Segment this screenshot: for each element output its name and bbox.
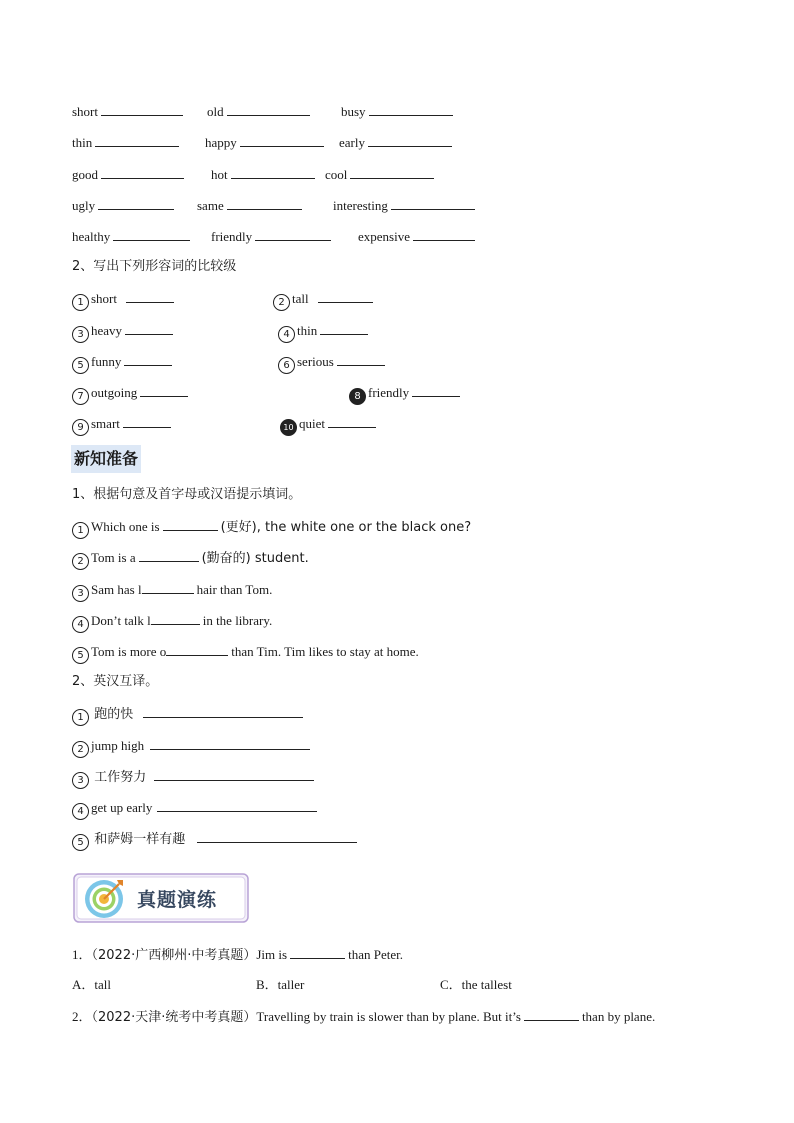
- translate-item: [72, 736, 310, 754]
- adjective-word: friendly: [211, 229, 253, 244]
- translate-item: [72, 767, 314, 785]
- adjective-item: [358, 227, 475, 246]
- answer-blank[interactable]: [151, 611, 200, 625]
- answer-blank[interactable]: [240, 133, 324, 147]
- item-word: short: [91, 291, 117, 306]
- answer-blank[interactable]: [368, 133, 452, 147]
- adjective-word: early: [339, 135, 365, 150]
- option-a[interactable]: A．tall: [72, 977, 111, 992]
- item-word: tall: [292, 291, 309, 306]
- adjective-word: good: [72, 167, 98, 182]
- adjective-item: [325, 165, 434, 184]
- comparative-item: [72, 321, 173, 343]
- answer-blank[interactable]: [157, 798, 317, 812]
- comparative-row: [0, 383, 794, 401]
- item-number: 2: [72, 553, 89, 570]
- comparative-row: [0, 321, 794, 339]
- item-number: 4: [278, 326, 295, 343]
- item-word: serious: [297, 354, 334, 369]
- answer-blank[interactable]: [290, 945, 345, 959]
- answer-blank[interactable]: [154, 767, 314, 781]
- item-number: 3: [72, 326, 89, 343]
- item-word: quiet: [299, 416, 325, 431]
- item-number: 6: [278, 357, 295, 374]
- answer-blank[interactable]: [524, 1007, 579, 1021]
- adjective-row: [0, 102, 794, 120]
- answer-blank[interactable]: [255, 227, 331, 241]
- item-number: 1: [72, 522, 89, 539]
- exam-options: [0, 976, 794, 994]
- fill-item: [72, 611, 272, 629]
- adjective-item: [211, 227, 331, 246]
- adjective-item: [339, 133, 452, 152]
- comparative-item: [278, 321, 368, 343]
- answer-blank[interactable]: [140, 383, 188, 397]
- answer-blank[interactable]: [142, 580, 194, 594]
- answer-blank[interactable]: [166, 642, 228, 656]
- adjective-row: [0, 133, 794, 151]
- adjective-word: thin: [72, 135, 93, 150]
- question-text: Travelling by train is slower than by plane. But it’s: [256, 1009, 521, 1024]
- fill-instruction: 1、根据句意及首字母或汉语提示填词。: [72, 487, 302, 502]
- answer-blank[interactable]: [337, 352, 385, 366]
- fill-item: [72, 580, 272, 598]
- comparative-row: [0, 289, 794, 307]
- adjective-word: busy: [341, 104, 366, 119]
- fill-item: [72, 517, 471, 535]
- question-text-end: than by plane.: [581, 1009, 656, 1024]
- answer-blank[interactable]: [320, 321, 368, 335]
- comparative-item: [72, 383, 188, 405]
- translate-item: [72, 798, 317, 816]
- adjective-word: healthy: [72, 229, 111, 244]
- comparative-item: [72, 289, 174, 311]
- item-word: friendly: [368, 385, 410, 400]
- adjective-word: interesting: [333, 198, 388, 213]
- comparative-item: [72, 352, 172, 374]
- item-word: heavy: [91, 323, 123, 338]
- option-b[interactable]: B．taller: [256, 977, 305, 992]
- fill-item: [72, 642, 419, 660]
- answer-blank[interactable]: [113, 227, 190, 241]
- adjective-word: cool: [325, 167, 348, 182]
- adjective-item: [341, 102, 453, 121]
- question-text: Jim is: [256, 947, 288, 962]
- answer-blank[interactable]: [124, 352, 172, 366]
- sentence-end: (更好), the white one or the black one?: [220, 520, 472, 535]
- translate-item: [72, 704, 303, 722]
- sentence-start: Don’t talk l: [91, 613, 151, 628]
- comparative-item: [280, 414, 376, 436]
- item-number: 3: [72, 585, 89, 602]
- answer-blank[interactable]: [126, 289, 174, 303]
- comparative-instruction: 2、写出下列形容词的比较级: [72, 259, 237, 274]
- item-number: 2: [72, 741, 89, 758]
- option-c[interactable]: C．the tallest: [440, 977, 512, 992]
- item-number: 5: [72, 647, 89, 664]
- adjective-word: happy: [205, 135, 237, 150]
- answer-blank[interactable]: [98, 196, 174, 210]
- comparative-item: [72, 414, 171, 436]
- answer-blank[interactable]: [143, 704, 303, 718]
- question-source: （2022·广西柳州·中考真题）: [91, 948, 257, 963]
- item-number: 1: [72, 709, 89, 726]
- translate-instruction: 2、英汉互译。: [72, 674, 159, 689]
- adjective-item: [72, 133, 179, 152]
- adjective-word: old: [207, 104, 224, 119]
- translate-text: 工作努力: [94, 770, 147, 785]
- item-word: outgoing: [91, 385, 138, 400]
- question-source: （2022·天津·统考中考真题）: [91, 1010, 257, 1025]
- comparative-row: [0, 414, 794, 432]
- adjective-word: hot: [211, 167, 228, 182]
- adjective-item: [72, 196, 174, 215]
- sentence-start: Tom is more o: [91, 644, 167, 659]
- translate-text: jump high: [91, 738, 145, 753]
- item-number: 4: [72, 803, 89, 820]
- answer-blank[interactable]: [328, 414, 376, 428]
- answer-blank[interactable]: [101, 165, 184, 179]
- translate-text: 和萨姆一样有趣: [94, 832, 186, 847]
- exam-question-1: [72, 945, 403, 963]
- item-number: 7: [72, 388, 89, 405]
- adjective-row: [0, 227, 794, 245]
- sentence-end: than Tim. Tim likes to stay at home.: [231, 644, 419, 659]
- section-heading: 新知准备: [71, 445, 141, 473]
- fill-item: [72, 548, 309, 566]
- answer-blank[interactable]: [318, 289, 373, 303]
- sentence-end: (勤奋的) student.: [201, 551, 309, 566]
- target-icon: [85, 880, 123, 918]
- answer-blank[interactable]: [231, 165, 315, 179]
- answer-blank[interactable]: [227, 102, 310, 116]
- sentence-start: Sam has l: [91, 582, 142, 597]
- answer-blank[interactable]: [227, 196, 302, 210]
- banner-title: 真题演练: [137, 889, 218, 911]
- adjective-row: [0, 196, 794, 214]
- item-number: 5: [72, 357, 89, 374]
- adjective-word: short: [72, 104, 98, 119]
- answer-blank[interactable]: [197, 829, 357, 843]
- practice-banner: [73, 873, 249, 923]
- translate-text: get up early: [91, 800, 153, 815]
- translate-item: [72, 829, 357, 847]
- translate-text: 跑的快: [94, 707, 134, 722]
- adjective-item: [211, 165, 315, 184]
- answer-blank[interactable]: [412, 383, 460, 397]
- comparative-item: [278, 352, 385, 374]
- question-number: 1．: [72, 947, 92, 962]
- sentence-start: Tom is a: [91, 550, 136, 565]
- item-word: thin: [297, 323, 318, 338]
- item-word: funny: [91, 354, 122, 369]
- item-number: 9: [72, 419, 89, 436]
- item-number: 2: [273, 294, 290, 311]
- adjective-item: [207, 102, 310, 121]
- adjective-row: [0, 165, 794, 183]
- adjective-item: [72, 165, 184, 184]
- adjective-item: [72, 102, 183, 121]
- answer-blank[interactable]: [123, 414, 171, 428]
- answer-blank[interactable]: [391, 196, 475, 210]
- answer-blank[interactable]: [413, 227, 475, 241]
- adjective-item: [333, 196, 475, 215]
- answer-blank[interactable]: [139, 548, 199, 562]
- comparative-item: [349, 383, 460, 405]
- sentence-start: Which one is: [91, 519, 160, 534]
- item-word: smart: [91, 416, 120, 431]
- adjective-word: same: [197, 198, 224, 213]
- exam-question-2: [72, 1007, 655, 1025]
- sentence-end: hair than Tom.: [196, 582, 273, 597]
- item-number: 8: [349, 388, 366, 405]
- item-number: 1: [72, 294, 89, 311]
- answer-blank[interactable]: [101, 102, 183, 116]
- comparative-row: [0, 352, 794, 370]
- answer-blank[interactable]: [95, 133, 179, 147]
- answer-blank[interactable]: [163, 517, 218, 531]
- item-number: 3: [72, 772, 89, 789]
- question-text-end: than Peter.: [348, 947, 403, 962]
- adjective-item: [205, 133, 324, 152]
- adjective-item: [197, 196, 302, 215]
- adjective-word: expensive: [358, 229, 410, 244]
- sentence-end: in the library.: [202, 613, 273, 628]
- question-number: 2．: [72, 1009, 92, 1024]
- answer-blank[interactable]: [125, 321, 173, 335]
- item-number: 10: [280, 419, 297, 436]
- adjective-word: ugly: [72, 198, 96, 213]
- adjective-item: [72, 227, 190, 246]
- answer-blank[interactable]: [369, 102, 453, 116]
- item-number: 5: [72, 834, 89, 851]
- answer-blank[interactable]: [350, 165, 434, 179]
- answer-blank[interactable]: [150, 736, 310, 750]
- comparative-item: [273, 289, 373, 311]
- item-number: 4: [72, 616, 89, 633]
